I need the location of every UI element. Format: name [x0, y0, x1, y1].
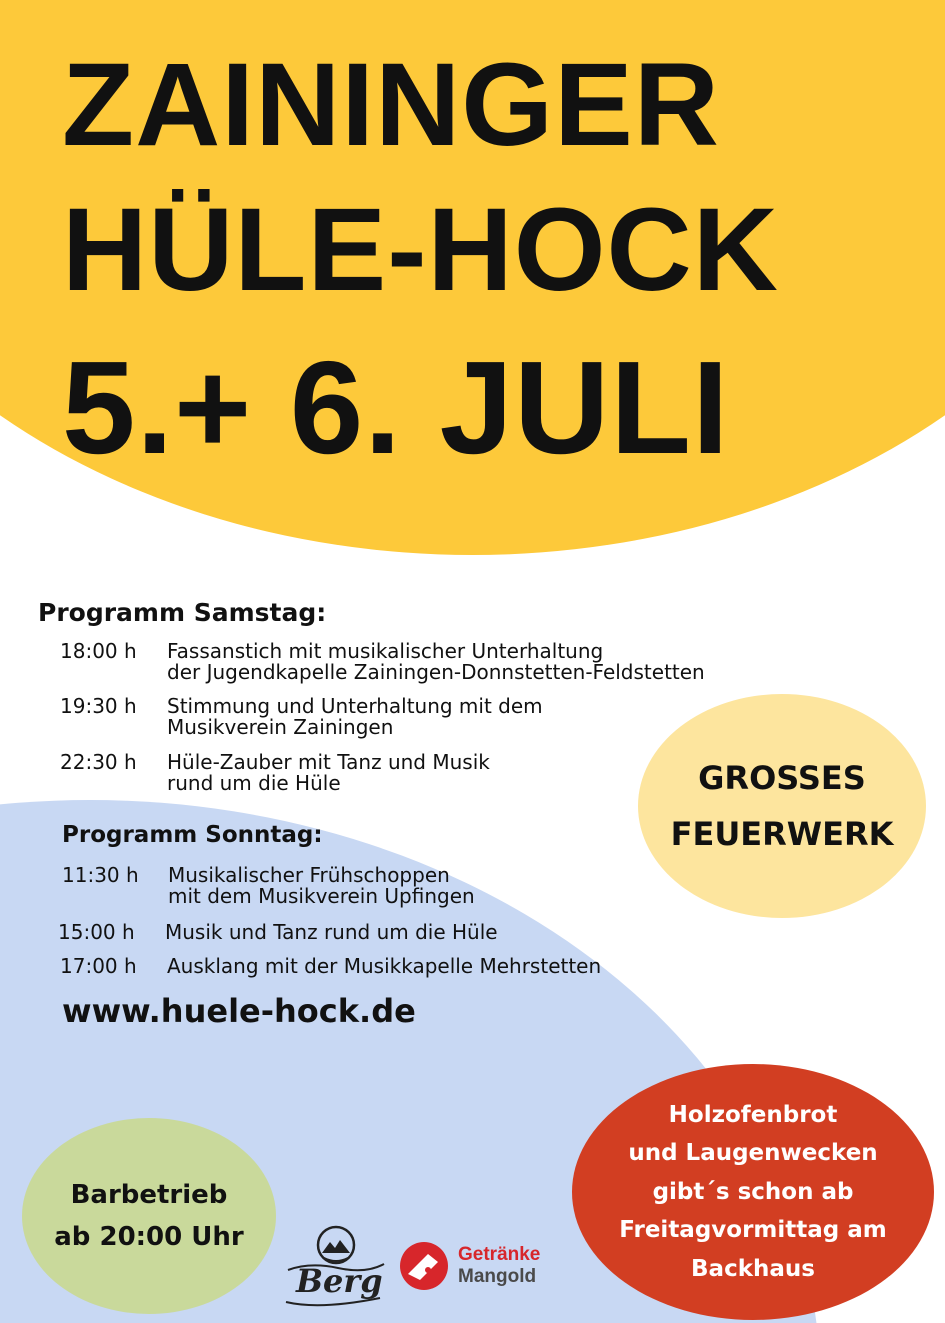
program-item	[58, 921, 578, 945]
fireworks-line1: GROSSES	[698, 759, 866, 797]
bar-badge	[22, 1118, 276, 1314]
program-item	[60, 640, 800, 684]
program-item	[62, 864, 562, 908]
program-desc-line1: Musik und Tanz rund um die Hüle	[165, 920, 498, 944]
berg-logo-text: Berg	[296, 1262, 383, 1300]
program-desc-line2: rund um die Hüle	[167, 771, 341, 795]
program-time: 18:00 h	[60, 639, 137, 663]
website-link[interactable]: www.huele-hock.de	[62, 992, 416, 1030]
program-item	[60, 955, 660, 979]
title-line-2: HÜLE-HOCK	[62, 184, 779, 316]
title-line-1: ZAININGER	[62, 39, 720, 171]
program-desc-line2: der Jugendkapelle Zainingen-Donnstetten-Feldstetten	[167, 660, 705, 684]
program-time: 19:30 h	[60, 694, 137, 718]
bread-line5: Backhaus	[691, 1255, 815, 1282]
sunday-heading: Programm Sonntag:	[62, 822, 323, 848]
program-desc-line2: Musikverein Zainingen	[167, 715, 394, 739]
program-desc-line1: Stimmung und Unterhaltung mit dem	[167, 694, 543, 718]
bread-line2: und Laugenwecken	[628, 1140, 878, 1167]
program-item	[60, 695, 620, 739]
program-desc-line1: Hüle-Zauber mit Tanz und Musik	[167, 750, 490, 774]
mangold-emblem-icon	[398, 1240, 450, 1292]
event-date: 5.+ 6. JULI	[62, 334, 730, 481]
program-time: 22:30 h	[60, 750, 137, 774]
program-desc-line1: Ausklang mit der Musikkapelle Mehrstetten	[167, 954, 602, 978]
program-time: 17:00 h	[60, 954, 137, 978]
program-time: 11:30 h	[62, 863, 139, 887]
berg-logo	[280, 1218, 390, 1308]
bread-line3: gibt´s schon ab	[652, 1178, 854, 1205]
fireworks-badge	[638, 694, 926, 918]
program-desc-line1: Musikalischer Frühschoppen	[168, 863, 450, 887]
bread-line4: Freitagvormittag am	[619, 1217, 887, 1244]
getraenke-mangold-logo	[398, 1240, 568, 1292]
bread-line1: Holzofenbrot	[668, 1101, 838, 1128]
program-desc-line2: mit dem Musikverein Upfingen	[168, 884, 475, 908]
bar-line1: Barbetrieb	[70, 1180, 228, 1210]
program-desc-line1: Fassanstich mit musikalischer Unterhaltung	[167, 639, 604, 663]
saturday-heading: Programm Samstag:	[38, 598, 327, 627]
bar-line2: ab 20:00 Uhr	[54, 1222, 244, 1252]
program-time: 15:00 h	[58, 920, 135, 944]
program-item	[60, 751, 580, 795]
fireworks-line2: FEUERWERK	[670, 815, 894, 853]
mangold-logo-line2: Mangold	[458, 1266, 537, 1287]
mangold-logo-line1: Getränke	[458, 1244, 541, 1265]
bread-badge	[572, 1064, 934, 1320]
